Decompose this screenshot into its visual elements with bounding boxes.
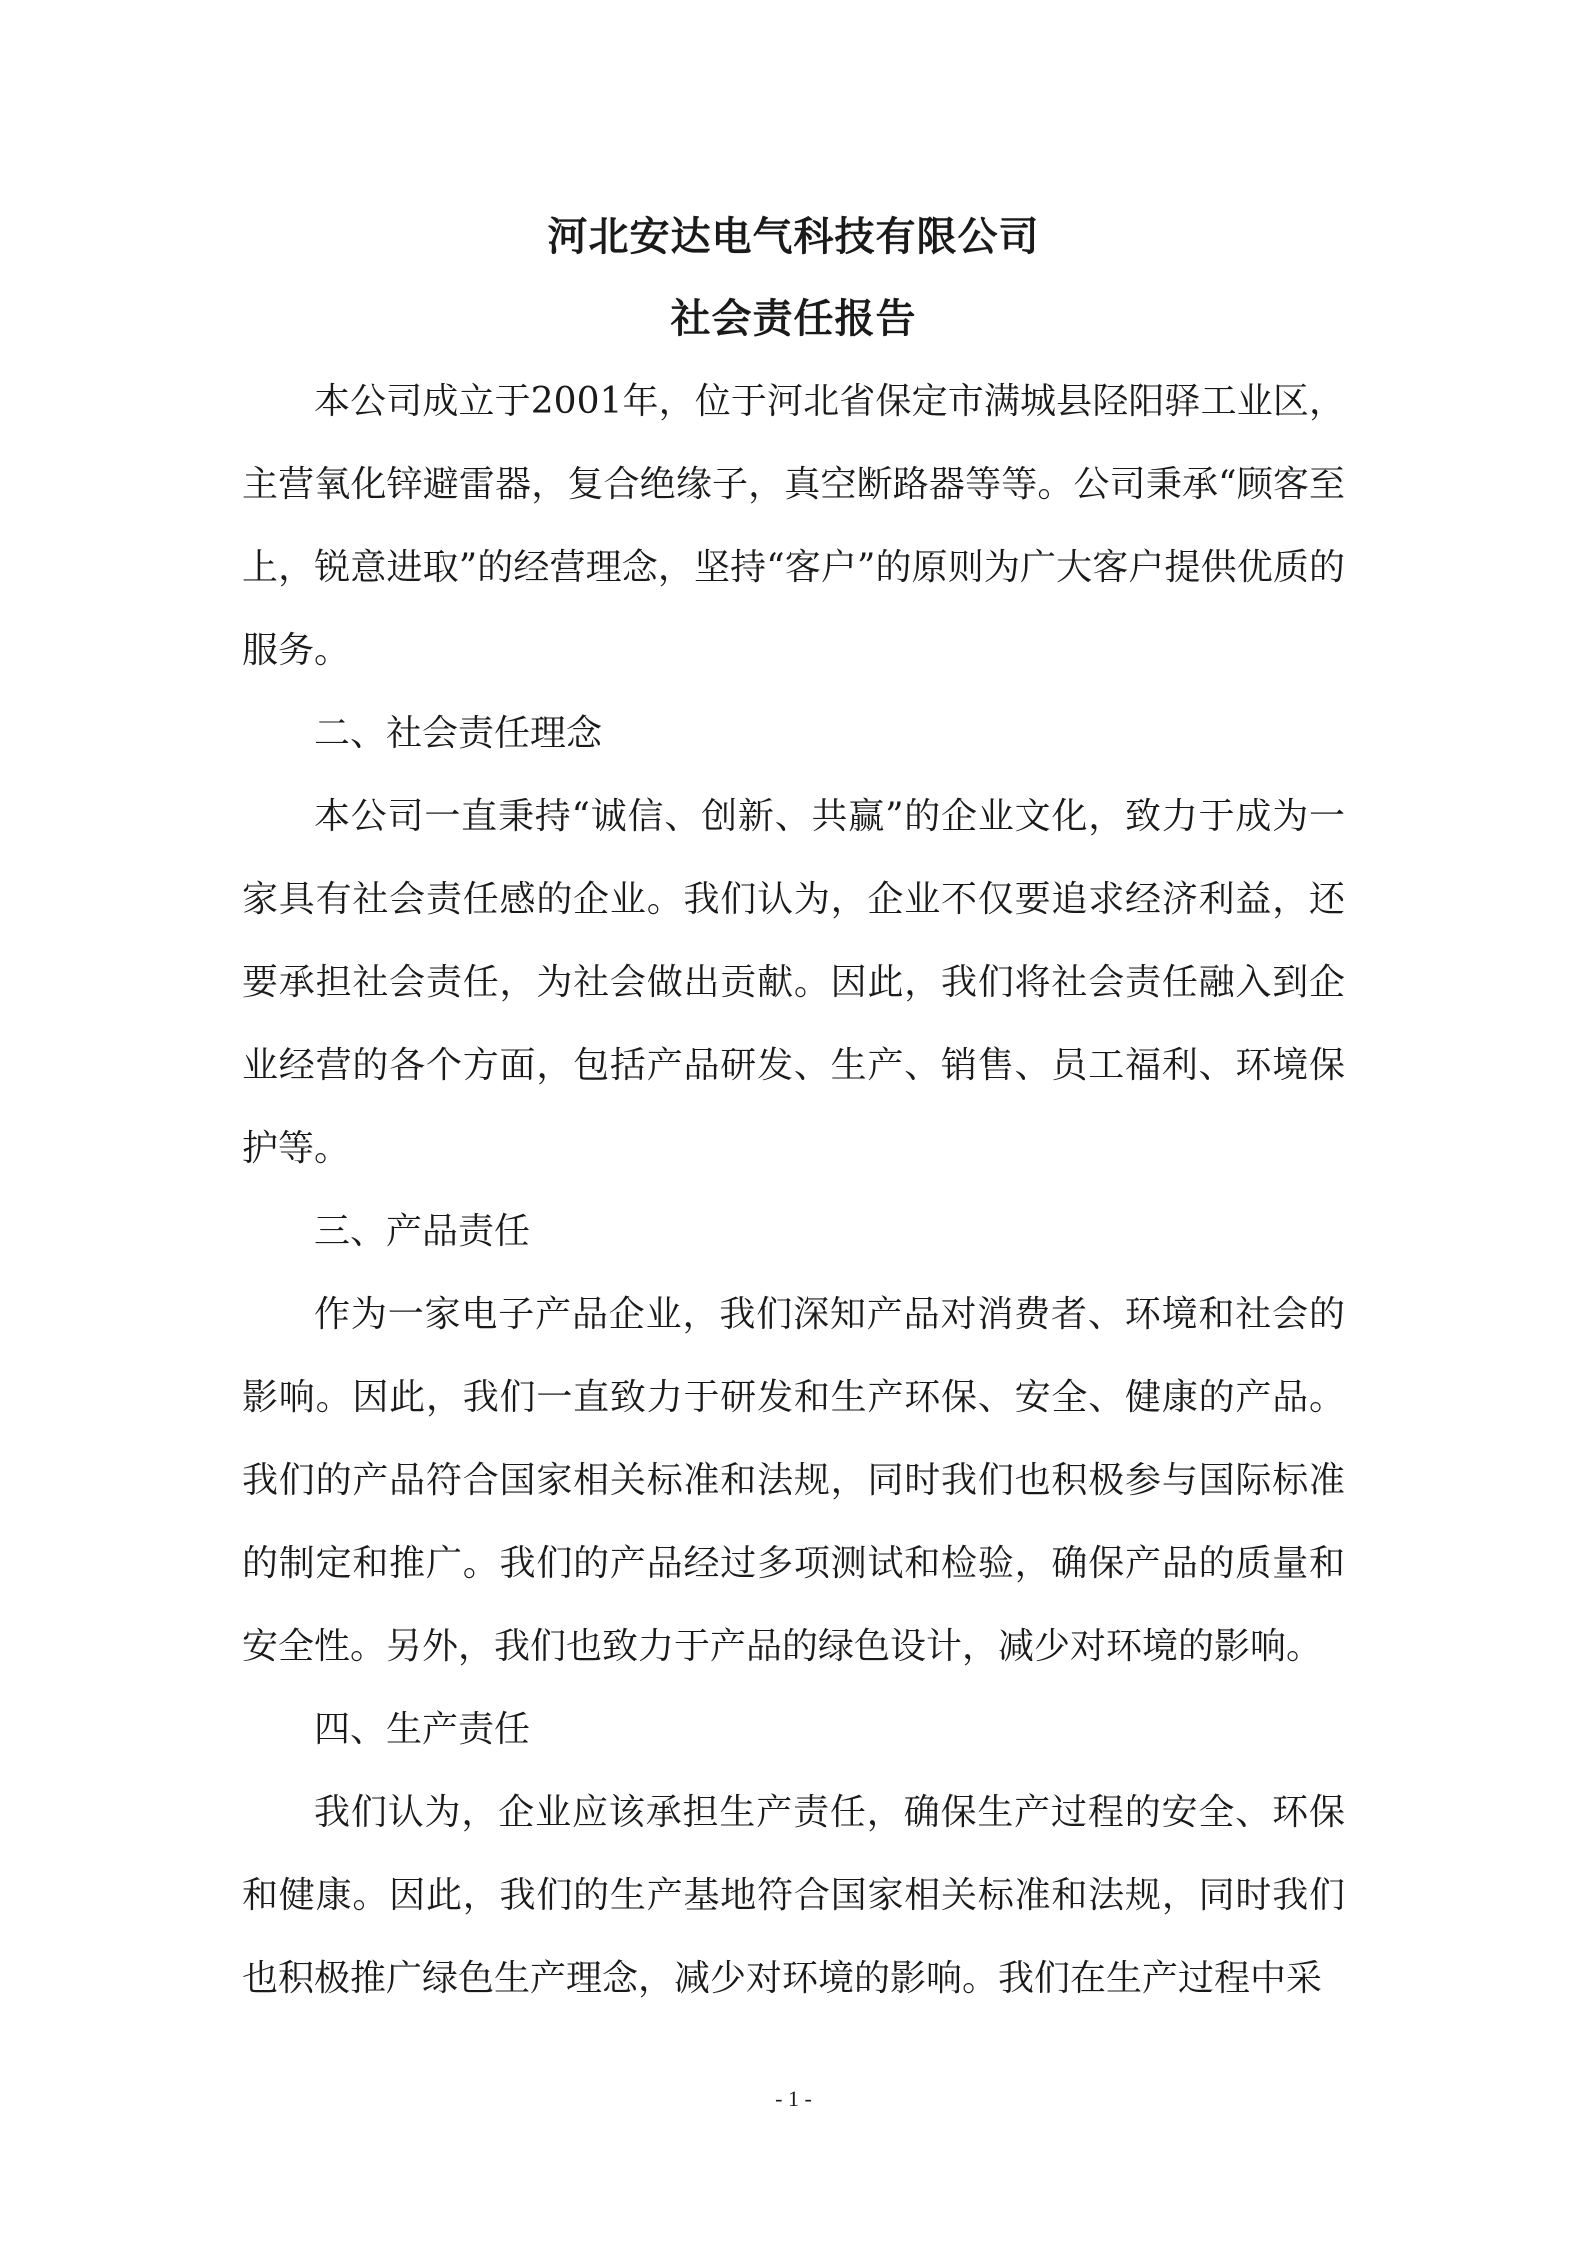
section-heading-concept: 二、社会责任理念 bbox=[314, 713, 603, 754]
section-body-concept: 本公司一直秉持“诚信、创新、共赢”的企业文化，致力于成为一家具有社会责任感的企业。我们认为，企业不仅要追求经济利益，还要承担社会责任，为社会做出贡献。因此，我们将社会责任融入到企业经营的各个方面，包括产品研发、生产、销售、员工福利、环境保护等。 bbox=[242, 796, 1345, 1169]
section-heading-production: 四、生产责任 bbox=[314, 1709, 531, 1750]
section-body-production: 我们认为，企业应该承担生产责任，确保生产过程的安全、环保和健康。因此，我们的生产基地符合国家相关标准和法规，同时我们也积极推广绿色生产理念，减少对环境的影响。我们在生产过程中采 bbox=[242, 1792, 1345, 1999]
document-body bbox=[242, 196, 1345, 2020]
intro-paragraph: 本公司成立于2001年，位于河北省保定市满城县陉阳驿工业区，主营氧化锌避雷器，复合绝缘子，真空断路器等等。公司秉承“顾客至上，锐意进取”的经营理念，坚持“客户”的原则为广大客户提供优质的服务。 bbox=[242, 381, 1345, 671]
company-name: 河北安达电气科技有限公司 bbox=[547, 213, 1040, 260]
report-title: 社会责任报告 bbox=[670, 295, 917, 342]
section-heading-product: 三、产品责任 bbox=[314, 1211, 531, 1252]
page-number: - 1 - bbox=[775, 2086, 812, 2111]
section-body-product: 作为一家电子产品企业，我们深知产品对消费者、环境和社会的影响。因此，我们一直致力于研发和生产环保、安全、健康的产品。我们的产品符合国家相关标准和法规，同时我们也积极参与国际标准的制定和推广。我们的产品经过多项测试和检验，确保产品的质量和安全性。另外，我们也致力于产品的绿色设计，减少对环境的影响。 bbox=[242, 1294, 1345, 1667]
